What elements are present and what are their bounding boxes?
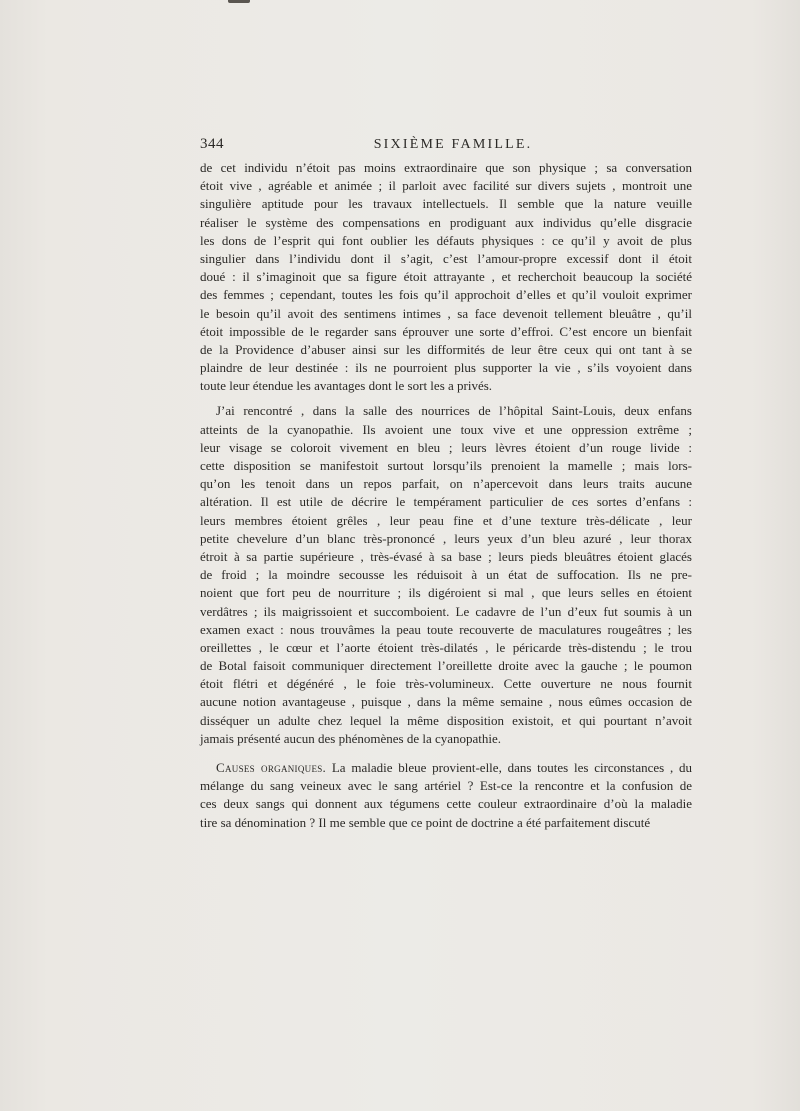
text-line: étoit vive , agréable et animée ; il parloit avec facilité sur divers sujets , montroit une (200, 178, 692, 194)
text-line: aucune notion avantageuse , puisque , dans la même semaine , nous eûmes occasion de (200, 694, 692, 710)
text-line: de cet individu n’étoit pas moins extraordinaire que son physique ; sa conversation (200, 160, 692, 175)
text-line: de froid ; la moindre secousse les réduisoit à un état de suffocation. Ils ne pre- (200, 567, 692, 583)
text-line: toute leur étendue les avantages dont le sort les a privés. (200, 378, 493, 394)
text-line: noient que fort peu de nourriture ; ils digéroient si mal , que leurs selles en étoient (200, 585, 692, 601)
text-line: le besoin qu’il avoit des sentimens intimes , sa face devenoit tellement bleuâtre , qu’il (200, 305, 692, 321)
text-line: étroit à sa partie supérieure , très-évasé à sa base ; leurs pieds bleuâtres étoient glacés (200, 548, 692, 564)
text-line: verdâtres ; ils maigrissoient et succomboient. Le cadavre de l’un d’eux fut soumis à un (200, 603, 692, 619)
page-edge-mark (228, 0, 250, 3)
text-line: des femmes ; cependant, toutes les fois qu’il approchoit d’elles et qu’il vouloit exprimer (200, 287, 692, 303)
text-line: réaliser le système des compensations en prodiguant aux individus qu’elle disgracie (200, 214, 692, 230)
text-line: les dons de l’esprit qui font oublier les défauts physiques : ce qu’il y avoit de plus (200, 232, 692, 248)
text-line: tire sa dénomination ? Il me semble que ce point de doctrine a été parfaitement discuté (200, 814, 651, 830)
text-line: étoit flétri et dégénéré , le foie très-volumineux. Cette ouverture ne nous fournit (200, 676, 692, 692)
text-line: J’ai rencontré , dans la salle des nourrices de l’hôpital Saint-Louis, deux enfans (216, 403, 692, 419)
text-line: leurs membres étoient grêles , leur peau fine et d’une texture très-délicate , leur (200, 512, 692, 528)
paragraph-1 (200, 159, 692, 395)
body-text (200, 159, 692, 832)
text-line: qu’on les tenoit dans un repos parfait, on n’apercevoit dans leurs traits aucune (200, 476, 692, 492)
text-line: singulière aptitude pour les travaux intellectuels. Il semble que la nature veuille (200, 196, 692, 212)
text-line: singulier dans l’individu dont il s’agit, c’est l’amour-propre excessif dont il étoit (200, 250, 692, 266)
running-head: SIXIÈME FAMILLE. (373, 137, 533, 152)
text-line: étoit impossible de le regarder sans éprouver une sorte d’effroi. C’est encore un bienfait (200, 323, 692, 339)
text-line: ces deux sangs qui donnent aux tégumens cette couleur extraordinaire d’où la maladie (200, 796, 692, 812)
text-line: disséquer un adulte chez lequel la même disposition existoit, et qui pourtant n’avoit (200, 712, 692, 728)
text-line: oreillettes , le cœur et l’aorte étoient très-dilatés , le péricarde très-distendu ; le trou (200, 639, 692, 655)
text-line: cette disposition se manifestoit surtout lorsqu’ils prenoient la mamelle ; mais lors- (200, 458, 692, 473)
section-lead: Causes organiques. (216, 760, 327, 775)
paragraph-3 (200, 759, 692, 832)
text-line: de la Providence d’abuser ainsi sur les difformités de leur être ceux qui ont tant à se (200, 341, 692, 357)
page-header (200, 136, 692, 158)
text-line: examen exact : nous trouvâmes la peau toute recouverte de maculatures rougeâtres ; les (200, 621, 692, 637)
text-line: jamais présenté aucun des phénomènes de la cyanopathie. (200, 730, 502, 746)
page-number: 344 (200, 136, 224, 152)
text-line: petite chevelure d’un blanc très-prononcé , leurs yeux d’un bleu azuré , leur thorax (200, 530, 692, 546)
text-line: doué : il s’imaginoit que sa figure étoit attrayante , et recherchoit beaucoup la société (200, 269, 692, 285)
text-line-rest: La maladie bleue provient-elle, dans toutes les circonstances , du (326, 760, 692, 775)
paragraph-2 (200, 402, 692, 748)
text-line: leur visage se coloroit vivement en bleu ; leurs lèvres étoient d’un rouge livide : (200, 439, 692, 455)
text-line: mélange du sang veineux avec le sang artériel ? Est-ce la rencontre et la confusion de (200, 778, 692, 794)
text-line: atteints de la cyanopathie. Ils avoient une toux vive et une oppression extrême ; (200, 421, 692, 437)
text-line: altération. Il est utile de décrire le tempérament particulier de ces sortes d’enfans : (200, 494, 692, 510)
text-line: plaindre de leur destinée : ils ne pourroient plus supporter la vie , s’ils voyoient dans (200, 360, 692, 376)
text-line (200, 759, 692, 777)
text-line: de Botal faisoit communiquer directement l’oreillette droite avec la gauche ; le poumon (200, 658, 692, 674)
